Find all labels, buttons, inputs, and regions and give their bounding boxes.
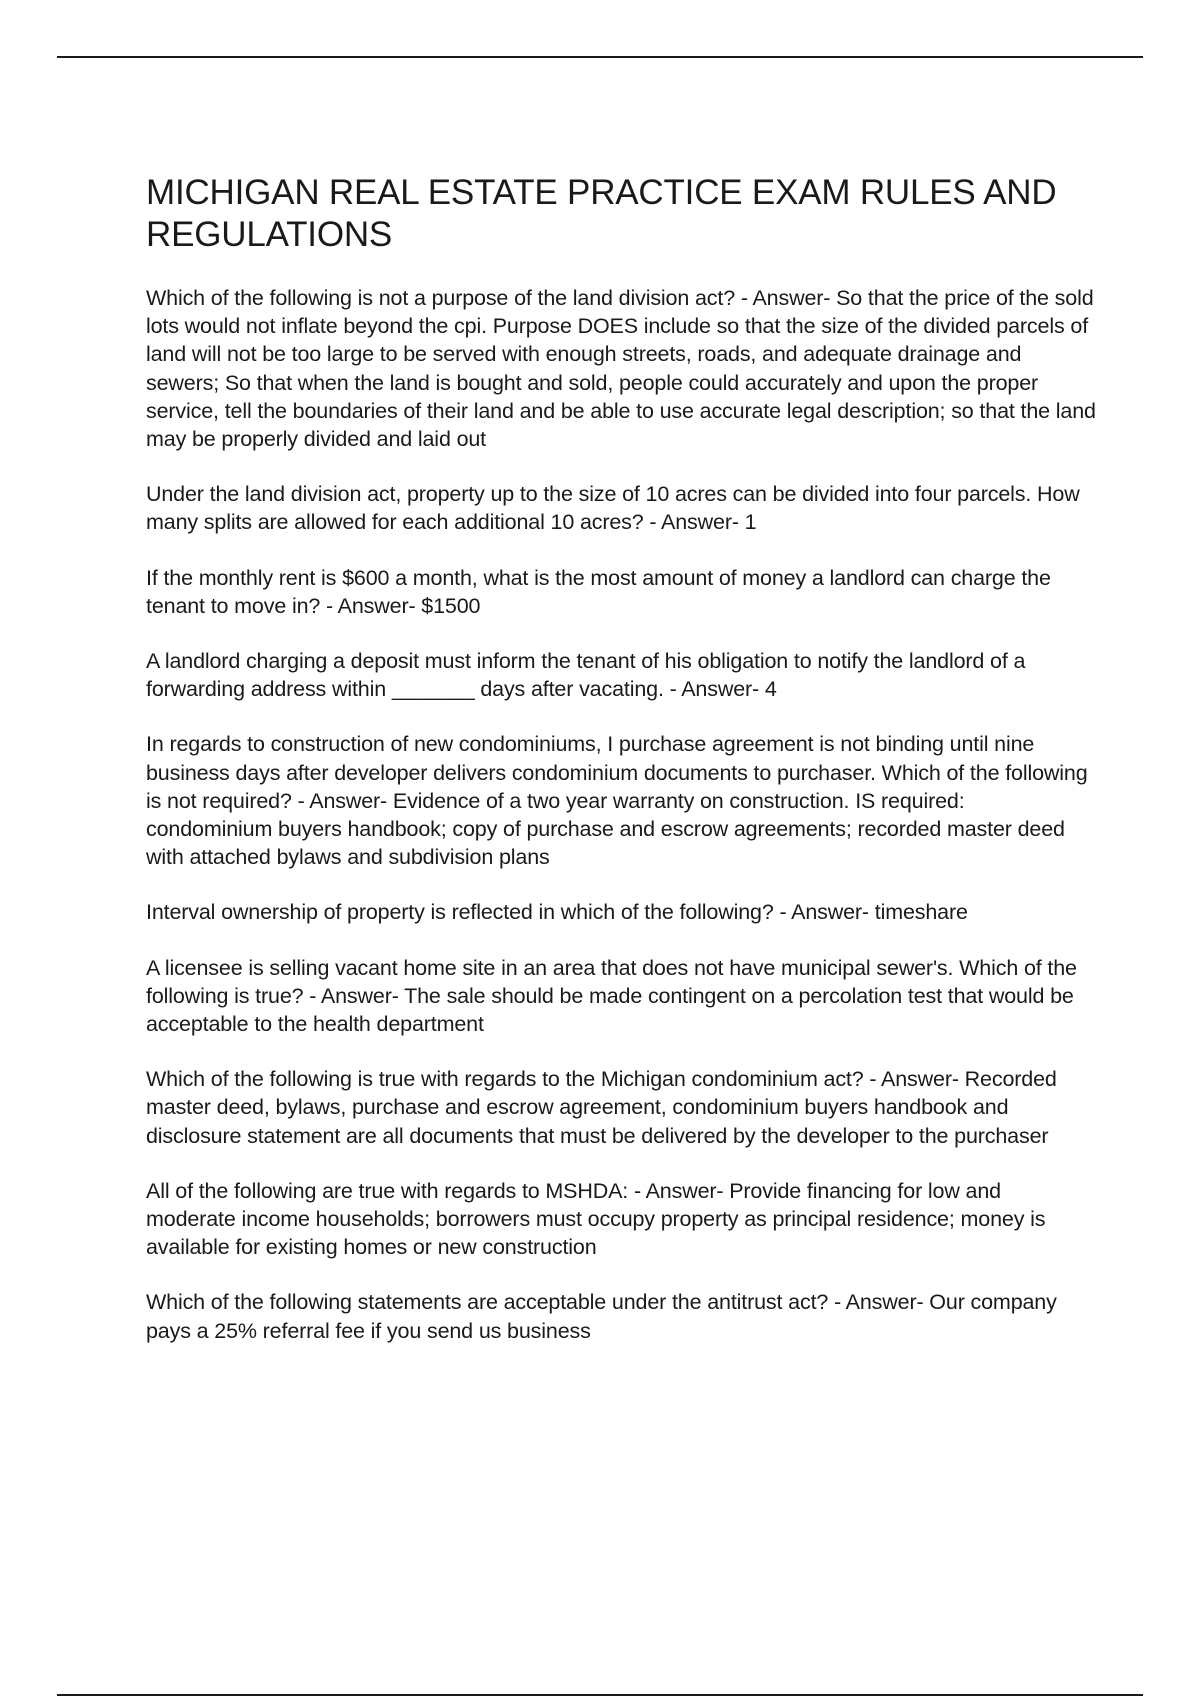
question-answer-4: A landlord charging a deposit must inform the tenant of his obligation to notify the landlord of a forwarding address within _______ days after vacating. - Answer- 4 — [146, 649, 1026, 702]
footer-rule — [57, 1694, 1143, 1696]
question-answer-5: In regards to construction of new condominiums, I purchase agreement is not binding until nine business days after developer delivers condominium documents to purchaser. Which of the following is not required? - Answer- Evidence of a two year warranty on construction. IS required: condominium buyers handbook; copy of purchase and escrow agreements; recorded master deed with attached bylaws and subdivision plans — [146, 732, 1088, 870]
question-answer-2: Under the land division act, property up to the size of 10 acres can be divided into four parcels. How many splits are allowed for each additional 10 acres? - Answer- 1 — [146, 482, 1080, 535]
question-answer-3: If the monthly rent is $600 a month, what is the most amount of money a landlord can charge the tenant to move in? - Answer- $1500 — [146, 565, 1051, 618]
question-answer-8: Which of the following is true with regards to the Michigan condominium act? - Answer- Recorded master deed, bylaws, purchase and escrow agreement, condominium buyers handbook and disclosure statement are all documents that must be delivered by the developer to the purchaser — [146, 1067, 1057, 1148]
question-answer-10: Which of the following statements are acceptable under the antitrust act? - Answer- Our company pays a 25% referral fee if you send us business — [146, 1290, 1057, 1343]
question-answer-6: Interval ownership of property is reflected in which of the following? - Answer- timeshare — [146, 900, 968, 925]
question-answer-1: Which of the following is not a purpose of the land division act? - Answer- So that the price of the sold lots would not inflate beyond the cpi. Purpose DOES include so that the size of the divided parcels of land will not be too large to be served with enough streets, roads, and adequate drainage and sewers; So that when the land is bought and sold, people could accurately and upon the proper service, tell the boundaries of their land and be able to use accurate legal description; so that the land may be properly divided and laid out — [146, 286, 1096, 452]
question-answer-9: All of the following are true with regards to MSHDA: - Answer- Provide financing for low and moderate income households; borrowers must occupy property as principal residence; money is available for existing homes or new construction — [146, 1178, 1046, 1260]
header-rule — [57, 56, 1143, 58]
document-body — [146, 172, 1096, 1372]
question-answer-7: A licensee is selling vacant home site in an area that does not have municipal sewer's. Which of the following is true? - Answer- The sale should be made contingent on a percolation test that would be acceptable to the health department — [146, 955, 1077, 1037]
document-title: MICHIGAN REAL ESTATE PRACTICE EXAM RULES AND REGULATIONS — [146, 173, 1057, 254]
